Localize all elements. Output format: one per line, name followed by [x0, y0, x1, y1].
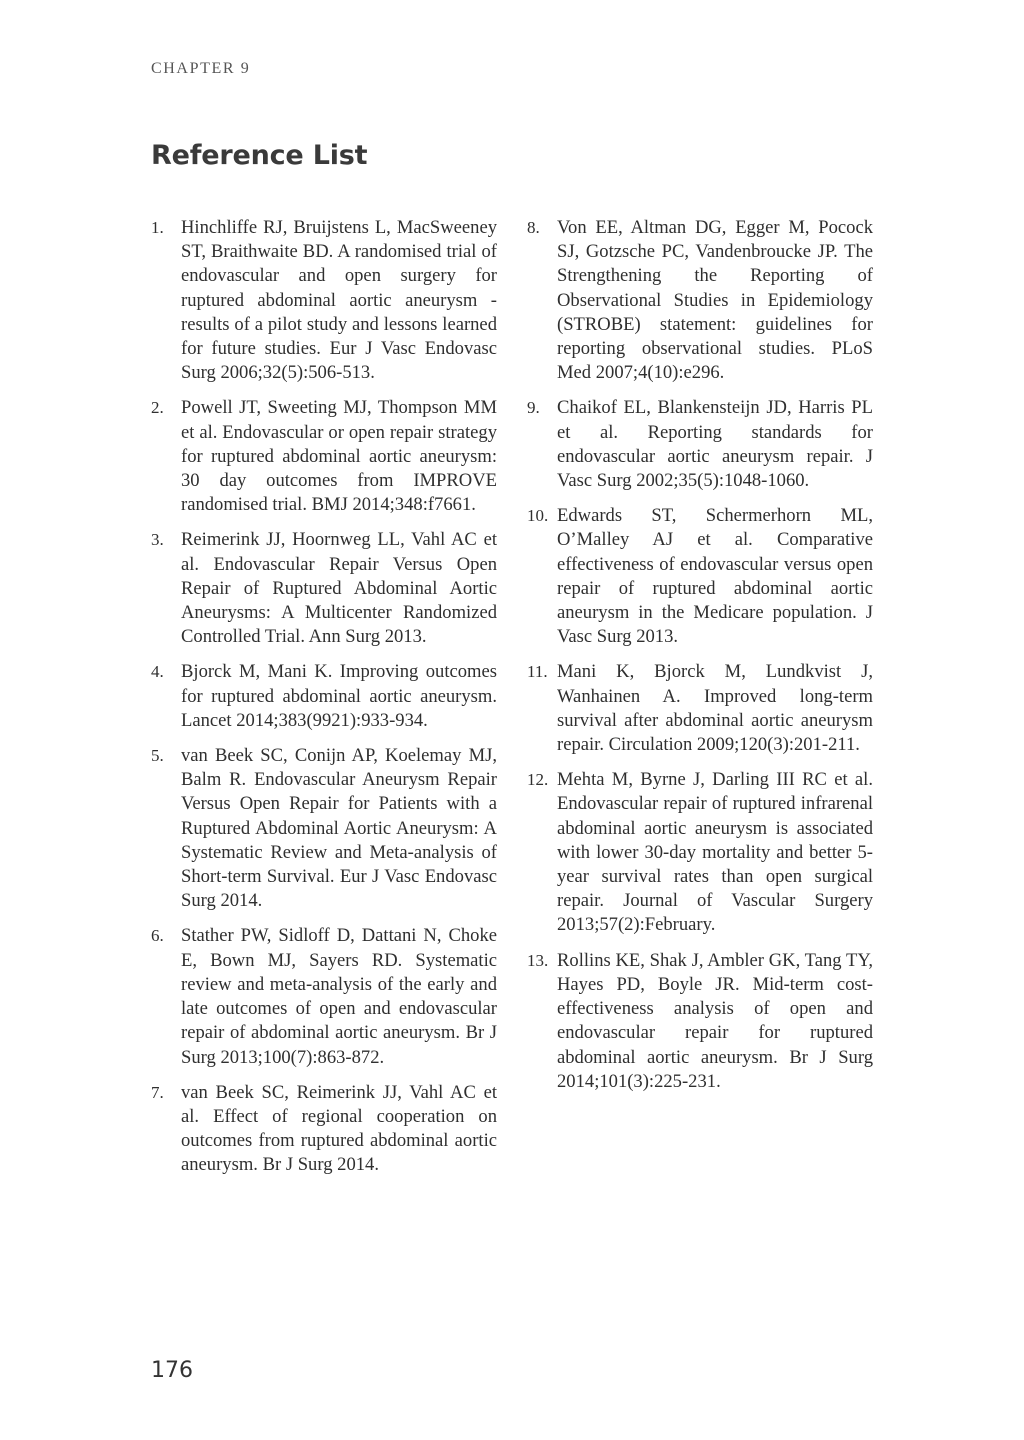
reference-number: 7. — [151, 1082, 164, 1102]
reference-text: van Beek SC, Conijn AP, Koelemay MJ, Balm R. Endovascular Aneurysm Repair Versus Open Repair for Patients with a Ruptured Abdominal Aortic Aneurysm: A Systematic Review and Meta-analysis of Short-term Survival. Eur J Vasc Endovasc Surg 2014. — [181, 745, 497, 912]
reference-item — [527, 768, 873, 937]
reference-number: 2. — [151, 398, 164, 418]
reference-text: Chaikof EL, Blankensteijn JD, Harris PL et al. Reporting standards for endovascular aortic aneurysm repair. J Vasc Surg 2002;35(5):1048-1060. — [557, 397, 873, 492]
reference-number: 1. — [151, 218, 164, 237]
reference-number: 13. — [527, 950, 549, 970]
reference-column-left — [151, 216, 497, 1189]
reference-text: Edwards ST, Schermerhorn ML, O’Malley AJ et al. Comparative effectiveness of endovascular versus open repair of ruptured abdominal aortic aneurysm in the Medicare population. J Vasc Surg 2013. — [557, 505, 873, 648]
reference-text: Mehta M, Byrne J, Darling III RC et al. Endovascular repair of ruptured infrarenal abdominal aortic aneurysm is associated with lower 30-day mortality and better 5-year survival rates than open surgical repair. Journal of Vascular Surgery 2013;57(2):February. — [557, 769, 873, 936]
reference-number: 9. — [527, 398, 540, 418]
reference-text: Von EE, Altman DG, Egger M, Pocock SJ, Gotzsche PC, Vandenbroucke JP. The Strengthening the Reporting of Observational Studies in Epidemiology (STROBE) statement: guidelines for reporting observational studies. PLoS Med 2007;4(10):e296. — [557, 217, 873, 384]
reference-item — [527, 396, 873, 493]
reference-text: Bjorck M, Mani K. Improving outcomes for ruptured abdominal aortic aneurysm. Lancet 2014;383(9921):933-934. — [181, 661, 497, 731]
reference-number: 8. — [527, 218, 540, 237]
reference-text: Hinchliffe RJ, Bruijstens L, MacSweeney ST, Braithwaite BD. A randomised trial of endovascular and open surgery for ruptured abdominal aortic aneurysm - results of a pilot study and lessons learned for future studies. Eur J Vasc Endovasc Surg 2006;32(5):506-513. — [181, 217, 497, 384]
reference-text: Stather PW, Sidloff D, Dattani N, Choke E, Bown MJ, Sayers RD. Systematic review and meta-analysis of the early and late outcomes of open and endovascular repair of abdominal aortic aneurysm. Br J Surg 2013;100(7):863-872. — [181, 925, 497, 1068]
reference-number: 3. — [151, 530, 164, 550]
reference-text: Mani K, Bjorck M, Lundkvist J, Wanhainen A. Improved long-term survival after abdominal aortic aneurysm repair. Circulation 2009;120(3):201-211. — [557, 661, 873, 756]
reference-item — [527, 949, 873, 1094]
reference-number: 12. — [527, 770, 549, 790]
page-title: Reference List — [151, 140, 368, 171]
reference-item — [151, 216, 497, 385]
running-head: CHAPTER 9 — [151, 60, 251, 77]
reference-number: 6. — [151, 926, 164, 946]
reference-item — [527, 660, 873, 757]
reference-item — [527, 216, 873, 385]
reference-item — [151, 528, 497, 649]
reference-item — [527, 504, 873, 649]
reference-text: Rollins KE, Shak J, Ambler GK, Tang TY, Hayes PD, Boyle JR. Mid-term cost-effectiveness analysis of open and endovascular repair for ruptured abdominal aortic aneurysm. Br J Surg 2014;101(3):225-231. — [557, 949, 873, 1092]
reference-text: Powell JT, Sweeting MJ, Thompson MM et al. Endovascular or open repair strategy for ruptured abdominal aortic aneurysm: 30 day outcomes from IMPROVE randomised trial. BMJ 2014;348:f7661. — [181, 397, 497, 516]
reference-item — [151, 1081, 497, 1178]
reference-number: 11. — [527, 662, 548, 682]
reference-item — [151, 924, 497, 1069]
reference-item — [151, 396, 497, 517]
reference-item — [151, 744, 497, 913]
reference-item — [151, 660, 497, 733]
reference-text: van Beek SC, Reimerink JJ, Vahl AC et al. Effect of regional cooperation on outcomes from ruptured abdominal aortic aneurysm. Br J Surg 2014. — [181, 1081, 497, 1176]
reference-number: 10. — [527, 506, 549, 526]
reference-number: 5. — [151, 746, 164, 766]
reference-number: 4. — [151, 662, 164, 682]
reference-text: Reimerink JJ, Hoornweg LL, Vahl AC et al. Endovascular Repair Versus Open Repair of Ruptured Abdominal Aortic Aneurysms: A Multicenter Randomized Controlled Trial. Ann Surg 2013. — [181, 529, 497, 648]
reference-column-right — [527, 216, 873, 1105]
page-number: 176 — [151, 1358, 193, 1383]
